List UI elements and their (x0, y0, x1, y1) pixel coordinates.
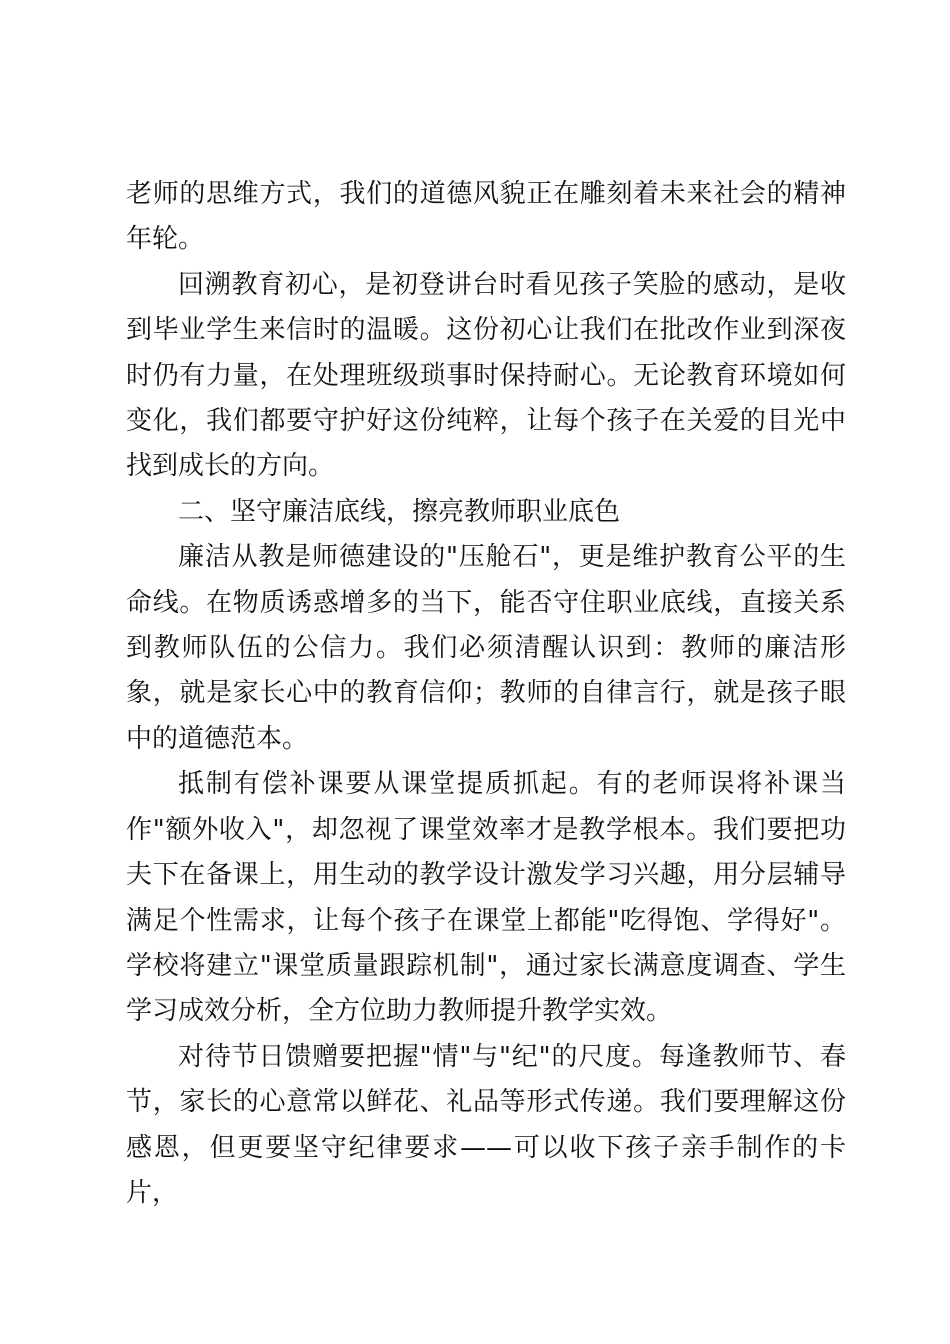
paragraph-holiday-gifts: 对待节日馈赠要把握"情"与"纪"的尺度。每逢教师节、春节，家长的心意常以鲜花、礼品等形式传递。我们要理解这份感恩，但更要坚守纪律要求——可以收下孩子亲手制作的卡片， (126, 1041, 846, 1208)
paragraph-integrity: 廉洁从教是师德建设的"压舱石"，更是维护教育公平的生命线。在物质诱惑增多的当下，能否守住职业底线，直接关系到教师队伍的公信力。我们必须清醒认识到：教师的廉洁形象，就是家长心中的教育信仰；教师的自律言行，就是孩子眼中的道德范本。 (126, 542, 846, 754)
paragraph-paid-tutoring: 抵制有偿补课要从课堂提质抓起。有的老师误将补课当作"额外收入"，却忽视了课堂效率才是教学根本。我们要把功夫下在备课上，用生动的教学设计激发学习兴趣，用分层辅导满足个性需求，让每个孩子在课堂上都能"吃得饱、学得好"。学校将建立"课堂质量跟踪机制"，通过家长满意度调查、学生学习成效分析，全方位助力教师提升教学实效。 (126, 769, 846, 1027)
paragraph-education-origin: 回溯教育初心，是初登讲台时看见孩子笑脸的感动，是收到毕业学生来信时的温暖。这份初心让我们在批改作业到深夜时仍有力量，在处理班级琐事时保持耐心。无论教育环境如何变化，我们都要守护好这份纯粹，让每个孩子在关爱的目光中找到成长的方向。 (126, 269, 846, 482)
section-heading-integrity: 二、坚守廉洁底线，擦亮教师职业底色 (178, 496, 621, 527)
paragraph-continuation: 老师的思维方式，我们的道德风貌正在雕刻着未来社会的精神年轮。 (126, 179, 846, 255)
document-body (126, 172, 846, 1216)
